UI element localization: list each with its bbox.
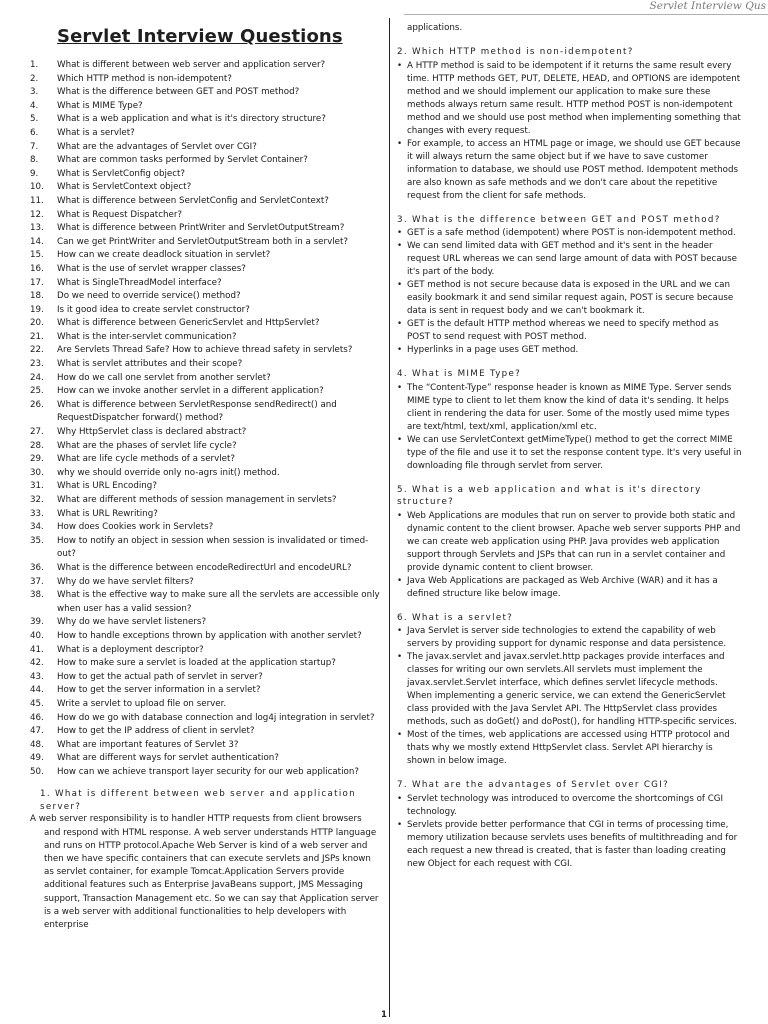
question-number: 8.	[30, 155, 39, 166]
answer-bullets	[397, 793, 743, 871]
question-number: 42.	[30, 658, 44, 669]
question-text: How can we invoke another servlet in a different application?	[57, 386, 324, 397]
question-number: 49.	[30, 753, 44, 764]
question-index-item	[30, 154, 380, 168]
answer-bullet: • The “Content-Type” response header is known as MIME Type. Server sends MIME type to client to let them know the kind of data it's sending. It helps client in rendering the data for user. Some of the mostly used mime types are text/html, text/xml, application/xml etc.	[397, 382, 743, 434]
question-text: How to make sure a servlet is loaded at the application startup?	[57, 658, 336, 669]
document-title: Servlet Interview Questions	[57, 26, 343, 47]
answer-section	[397, 46, 743, 203]
question-index-item	[30, 331, 380, 345]
answer-section	[397, 484, 743, 601]
answer-bullet: • For example, to access an HTML page or image, we should use GET because it will always return the same object but if we have to save customer information to database, we should use POST method. Idempotent methods are also known as safe methods and we don't care about the repetitive request from the client for safe methods.	[397, 138, 743, 203]
question-index-item	[30, 181, 380, 195]
answer-1-title: 1. What is different between web server and application server?	[40, 789, 356, 812]
answer-1-continuation: applications.	[407, 23, 463, 33]
question-text: How to handle exceptions thrown by application with another servlet?	[57, 630, 362, 641]
question-number: 3.	[30, 87, 39, 98]
question-text: Write a servlet to upload file on server.	[57, 698, 227, 709]
question-text: What is MIME Type?	[57, 100, 143, 111]
answer-bullets	[397, 382, 743, 473]
question-number: 15.	[30, 250, 44, 261]
question-index-item	[30, 195, 380, 209]
page-number: 1	[381, 1010, 387, 1020]
answer-title: 6. What is a servlet?	[397, 612, 514, 623]
question-index-item	[30, 644, 380, 658]
question-text: What is the effective way to make sure all the servlets are accessible only when user has a valid session?	[57, 590, 380, 614]
question-index-item	[30, 372, 380, 386]
question-text: What are important features of Servlet 3?	[57, 739, 239, 750]
question-index-item	[30, 113, 380, 127]
question-text: What is the difference between GET and POST method?	[57, 87, 300, 98]
question-number: 19.	[30, 304, 44, 315]
question-text: Which HTTP method is non-idempotent?	[57, 73, 232, 84]
question-text: why we should override only no-agrs init() method.	[57, 467, 280, 478]
header-rule	[404, 14, 768, 15]
question-number: 10.	[30, 182, 44, 193]
question-text: What is the use of servlet wrapper classes?	[57, 263, 246, 274]
question-number: 34.	[30, 522, 44, 533]
answer-title: 5. What is a web application and what is it's directory structure?	[397, 484, 702, 507]
question-number: 2.	[30, 73, 39, 84]
question-number: 14.	[30, 236, 44, 247]
question-index-item	[30, 277, 380, 291]
question-text: Why do we have servlet filters?	[57, 576, 194, 587]
answer-title: 2. Which HTTP method is non-idempotent?	[397, 47, 634, 57]
question-index-item	[30, 766, 380, 780]
question-number: 43.	[30, 671, 44, 682]
question-text: Why do we have servlet listeners?	[57, 617, 207, 628]
answer-bullet: • We can use ServletContext getMimeType() method to get the correct MIME type of the file and use it to set the response content type. It's very useful in downloading file through servlet from server.	[397, 434, 743, 473]
answer-bullet: • GET is the default HTTP method whereas we need to specify method as POST to send request with POST method.	[397, 318, 743, 344]
question-text: What are the advantages of Servlet over CGI?	[57, 141, 257, 152]
question-text: How do we call one servlet from another servlet?	[57, 372, 271, 383]
question-number: 50.	[30, 766, 44, 777]
question-index-item	[30, 589, 380, 616]
question-number: 32.	[30, 495, 44, 505]
answer-1-body: A web server responsibility is to handler HTTP requests from client browsers and respond with HTML response. A web server understands HTTP language and runs on HTTP protocol.Apache Web Server is kind of a web server and then we have specific containers that can execute servlets and JSPs known as servlet container, for example Tomcat.Application Servers provide additional features such as Enterprise JavaBeans support, JMS Messaging support, Transaction Management etc. So we can say that Application server is a web server with additional functionalities to help developers with enterprise	[30, 814, 379, 931]
question-text: Are Servlets Thread Safe? How to achieve thread safety in servlets?	[57, 345, 353, 356]
answer-title: 4. What is MIME Type?	[397, 369, 522, 379]
question-text: What is difference between ServletConfig and ServletContext?	[57, 195, 329, 206]
answer-bullet: • Web Applications are modules that run on server to provide both static and dynamic content to the client browser. Apache web server supports PHP and we can create web application using PHP. Java provides web application support through Servlets and JSPs that can run in a servlet container and provide dynamic content to client browser.	[397, 510, 743, 575]
question-number: 17.	[30, 277, 44, 288]
question-number: 4.	[30, 100, 39, 111]
question-text: What is URL Rewriting?	[57, 508, 158, 519]
question-text: What is a web application and what is it's directory structure?	[57, 114, 326, 125]
left-column	[30, 22, 380, 1012]
question-text: What is difference between ServletResponse sendRedirect() and RequestDispatcher forward() method?	[57, 399, 337, 424]
question-number: 27.	[30, 427, 44, 438]
question-index-item	[30, 562, 380, 576]
answer-bullet: • Hyperlinks in a page uses GET method.	[397, 344, 743, 357]
question-number: 21.	[30, 331, 44, 342]
question-index-item	[30, 725, 380, 739]
question-index-item	[30, 209, 380, 223]
answer-bullet: • A HTTP method is said to be idempotent if it returns the same result every time. HTTP methods GET, PUT, DELETE, HEAD, and OPTIONS are idempotent method and we should implement our application to make sure these methods always return same result. HTTP method POST is non-idempotent method and we should use post method when implementing something that changes with every request.	[397, 60, 743, 138]
answer-bullets	[397, 510, 743, 601]
question-text: Can we get PrintWriter and ServletOutputStream both in a servlet?	[57, 236, 348, 247]
question-text: How can we create deadlock situation in servlet?	[57, 250, 271, 261]
question-text: What is a deployment descriptor?	[57, 644, 204, 655]
question-number: 44.	[30, 685, 44, 696]
question-text: What is the difference between encodeRedirectUrl and encodeURL?	[57, 562, 352, 573]
question-number: 6.	[30, 127, 39, 138]
question-index-item	[30, 739, 380, 753]
question-text: What are different ways for servlet authentication?	[57, 753, 279, 764]
answer-bullets	[397, 60, 743, 203]
question-index-item	[30, 304, 380, 318]
question-index-item	[30, 317, 380, 331]
question-text: How does Cookies work in Servlets?	[57, 522, 214, 533]
question-number: 38.	[30, 590, 44, 601]
question-index-item	[30, 168, 380, 182]
question-number: 24.	[30, 372, 44, 383]
question-text: What is SingleThreadModel interface?	[57, 277, 222, 288]
column-divider	[389, 18, 390, 1017]
question-text: What is URL Encoding?	[57, 481, 157, 492]
answer-bullet: • We can send limited data with GET method and it's sent in the header request URL whereas we can send large amount of data with POST because it's part of the body.	[397, 240, 743, 279]
question-index-item	[30, 290, 380, 304]
question-index-item	[30, 494, 380, 508]
running-header: Servlet Interview Qus	[649, 0, 766, 12]
answer-title: 3. What is the difference between GET and POST method?	[397, 214, 721, 225]
question-index-item	[30, 344, 380, 358]
question-index-item	[30, 59, 380, 73]
question-number: 40.	[30, 630, 44, 641]
answer-bullet: • Servlet technology was introduced to overcome the shortcomings of CGI technology.	[397, 793, 743, 819]
question-index-item	[30, 399, 380, 426]
answer-1	[30, 788, 380, 932]
question-number: 30.	[30, 467, 44, 478]
question-index-item	[30, 698, 380, 712]
question-index-item	[30, 467, 380, 481]
question-number: 23.	[30, 359, 44, 370]
question-index-item	[30, 426, 380, 440]
question-index-item	[30, 249, 380, 263]
question-number: 48.	[30, 739, 44, 750]
question-number: 35.	[30, 535, 44, 546]
question-index-item	[30, 358, 380, 372]
question-index-item	[30, 222, 380, 236]
question-number: 47.	[30, 726, 44, 737]
question-index-item	[30, 385, 380, 399]
question-index-item	[30, 236, 380, 250]
question-number: 45.	[30, 698, 44, 709]
answer-bullets	[397, 625, 743, 768]
question-text: What is difference between PrintWriter and ServletOutputStream?	[57, 223, 345, 234]
question-text: What is the inter-servlet communication?	[57, 331, 237, 342]
question-text: What are the phases of servlet life cycle?	[57, 440, 237, 451]
question-text: How to get the IP address of client in servlet?	[57, 726, 255, 737]
question-text: What is a servlet?	[57, 127, 135, 138]
question-number: 46.	[30, 712, 44, 723]
answer-bullet: • Java Web Applications are packaged as Web Archive (WAR) and it has a defined structure like below image.	[397, 575, 743, 601]
question-number: 36.	[30, 562, 44, 573]
question-number: 28.	[30, 440, 44, 451]
question-index-item	[30, 453, 380, 467]
question-index	[30, 59, 380, 779]
answer-section	[397, 612, 743, 769]
question-text: Do we need to override service() method?	[57, 291, 241, 302]
answer-bullet: • The javax.servlet and javax.servlet.http packages provide interfaces and classes for writing our own servlets.All servlets must implement the javax.servlet.Servlet interface, which defines servlet lifecycle methods. When implementing a generic service, we can extend the GenericServlet class provided with the Java Servlet API. The HttpServlet class provides methods, such as doGet() and doPost(), for handling HTTP-specific services.	[397, 651, 743, 729]
question-index-item	[30, 141, 380, 155]
question-index-item	[30, 535, 380, 562]
question-number: 1.	[30, 60, 39, 70]
answer-bullet: • Servlets provide better performance that CGI in terms of processing time, memory utilization because servlets uses benefits of multithreading and for each request a new thread is created, that is faster than loading creating new Object for each request with CGI.	[397, 819, 743, 871]
question-index-item	[30, 86, 380, 100]
question-index-item	[30, 616, 380, 630]
question-index-item	[30, 480, 380, 494]
answer-title: 7. What are the advantages of Servlet over CGI?	[397, 780, 669, 790]
question-index-item	[30, 263, 380, 277]
question-number: 11.	[30, 195, 44, 206]
answer-bullets	[397, 227, 743, 357]
question-text: How to get the actual path of servlet in server?	[57, 671, 263, 682]
question-number: 20.	[30, 318, 44, 329]
question-number: 12.	[30, 209, 44, 220]
question-index-item	[30, 712, 380, 726]
question-text: What is servlet attributes and their scope?	[57, 359, 243, 370]
question-text: What is difference between GenericServlet and HttpServlet?	[57, 318, 320, 329]
answers-list	[397, 46, 743, 871]
question-index-item	[30, 684, 380, 698]
question-number: 18.	[30, 291, 44, 302]
question-index-item	[30, 630, 380, 644]
question-number: 29.	[30, 454, 44, 465]
question-number: 26.	[30, 399, 44, 410]
question-number: 41.	[30, 644, 44, 655]
question-index-item	[30, 100, 380, 114]
question-number: 22.	[30, 345, 44, 356]
question-text: What is ServletContext object?	[57, 182, 192, 193]
question-number: 31.	[30, 481, 44, 492]
question-index-item	[30, 440, 380, 454]
answer-section	[397, 368, 743, 473]
question-index-item	[30, 657, 380, 671]
question-text: What are life cycle methods of a servlet?	[57, 454, 236, 465]
answer-section	[397, 214, 743, 358]
question-number: 25.	[30, 386, 44, 397]
question-number: 16.	[30, 263, 44, 274]
answer-bullet: • GET is a safe method (idempotent) where POST is non-idempotent method.	[397, 227, 743, 240]
question-index-item	[30, 671, 380, 685]
question-text: What are different methods of session management in servlets?	[57, 495, 337, 505]
question-index-item	[30, 127, 380, 141]
question-text: How to get the server information in a servlet?	[57, 685, 261, 696]
question-text: Is it good idea to create servlet constructor?	[57, 304, 250, 315]
question-text: How can we achieve transport layer security for our web application?	[57, 766, 359, 777]
question-text: How do we go with database connection and log4j integration in servlet?	[57, 712, 375, 723]
question-number: 13.	[30, 223, 44, 234]
answer-section	[397, 779, 743, 871]
answer-bullet: • GET method is not secure because data is exposed in the URL and we can easily bookmark it and send similar request again, POST is secure because data is sent in request body and we can't bookmark it.	[397, 279, 743, 318]
answer-bullet: • Most of the times, web applications are accessed using HTTP protocol and thats why we mostly extend HttpServlet class. Servlet API hierarchy is shown in below image.	[397, 729, 743, 768]
question-index-item	[30, 508, 380, 522]
question-number: 33.	[30, 508, 44, 519]
question-index-item	[30, 521, 380, 535]
question-text: What is ServletConfig object?	[57, 168, 186, 179]
question-text: Why HttpServlet class is declared abstract?	[57, 427, 247, 438]
right-column	[397, 22, 743, 1012]
answer-bullet: • Java Servlet is server side technologies to extend the capability of web servers by providing support for dynamic response and data persistence.	[397, 625, 743, 651]
question-text: What is different between web server and application server?	[57, 60, 326, 70]
question-index-item	[30, 576, 380, 590]
question-text: What is Request Dispatcher?	[57, 209, 183, 220]
question-text: What are common tasks performed by Servlet Container?	[57, 155, 308, 166]
question-number: 39.	[30, 617, 44, 628]
question-index-item	[30, 752, 380, 766]
question-number: 5.	[30, 114, 39, 125]
question-text: How to notify an object in session when session is invalidated or timed-out?	[57, 535, 369, 560]
question-number: 9.	[30, 168, 39, 179]
question-number: 7.	[30, 141, 39, 152]
question-index-item	[30, 73, 380, 87]
question-number: 37.	[30, 576, 44, 587]
